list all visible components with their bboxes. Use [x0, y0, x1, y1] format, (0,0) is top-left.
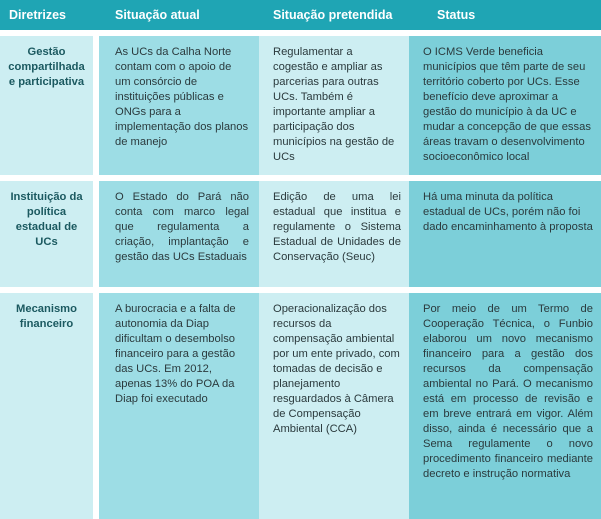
- column-divider: [93, 36, 99, 519]
- row3-status: Por meio de um Termo de Cooperação Técnica, o Funbio elaborou um novo mecanismo financeiro para a gestão dos recursos da compensação ambiental no Pará. O mecanismo está em processo de revisão e em breve entrará em vigor. Além disso, ainda é necessário que a Sema regulamente o novo procedimento financeiro mediante decreto e instrução normativa: [409, 293, 601, 519]
- row1-pretendida: Regulamentar a cogestão e ampliar as parcerias para outras UCs. Também é importante ampliar a participação dos municípios na gestão de UCs: [259, 36, 409, 175]
- header-situacao-pretendida: Situação pretendida: [259, 0, 409, 30]
- row1-diretriz: Gestão compartilhada e participativa: [0, 36, 93, 175]
- row2-diretriz: Instituição da política estadual de UCs: [0, 181, 93, 287]
- header-situacao-atual: Situação atual: [99, 0, 259, 30]
- row2-atual: O Estado do Pará não conta com marco legal que regulamenta a criação, implantação e gestão das UCs Estaduais: [99, 181, 259, 287]
- row1-atual: As UCs da Calha Norte contam com o apoio de um consórcio de instituições públicas e ONGs para a implementação dos planos de manejo: [99, 36, 259, 175]
- header-status: Status: [409, 0, 601, 30]
- row2-status: Há uma minuta da política estadual de UCs, porém não foi dado encaminhamento à proposta: [409, 181, 601, 287]
- row1-status: O ICMS Verde beneficia municípios que têm parte de seu território coberto por UCs. Esse benefício deve aproximar a gestão do município à da UC e mudar a concepção de que essas áreas travam o desenvolvimento socioeconômico local: [409, 36, 601, 175]
- row3-pretendida: Operacionalização dos recursos da compensação ambiental por um ente privado, com tomadas de decisão e planejamento resguardados à Câmera de Compensação Ambiental (CCA): [259, 293, 409, 519]
- row2-pretendida: Edição de uma lei estadual que institua e regulamente o Sistema Estadual de Unidades de Conservação (Seuc): [259, 181, 409, 287]
- row3-atual: A burocracia e a falta de autonomia da Diap dificultam o desembolso financeiro para a gestão das UCs. Em 2012, apenas 13% do POA da Diap foi executado: [99, 293, 259, 519]
- row3-diretriz: Mecanismo financeiro: [0, 293, 93, 519]
- header-diretrizes: Diretrizes: [0, 0, 99, 30]
